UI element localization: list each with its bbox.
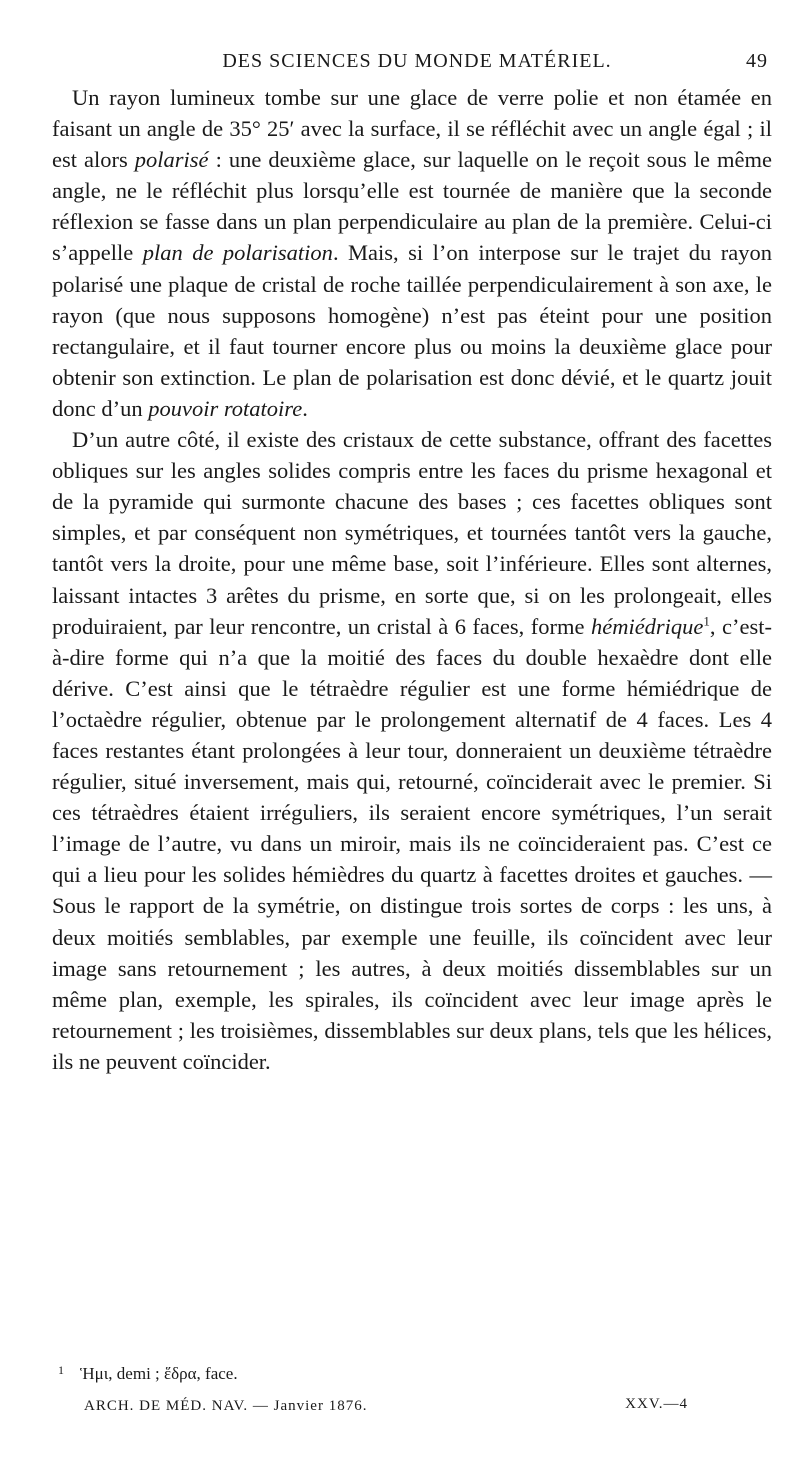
paragraph	[52, 82, 772, 424]
signature-mark: XXV.—4	[625, 1396, 688, 1412]
body-text	[52, 82, 772, 1077]
text-run: : une deuxième glace, sur laquelle on le reçoit sous le même angle, ne le réfléchit plus lorsqu’elle est tournée de manière que la seconde réflexion se fasse dans un plan perpendiculaire au plan de la première. Celui-ci s’appelle	[52, 147, 772, 266]
italic-term: polarisé	[134, 147, 209, 173]
footnote-reference: 1	[703, 613, 710, 629]
italic-term: hémiédrique	[590, 613, 704, 639]
italic-term: pouvoir rotatoire	[148, 395, 303, 421]
text-run: , c’est-à-dire forme qui n’a que la moitié des faces du double hexaèdre dont elle dérive. C’est ainsi que le tétraèdre régulier est une forme hémiédrique de l’octaèdre régulier, obtenue par le prolongement alternatif de 4 faces. Les 4 faces restantes étant prolongées à leur tour, donneraient un deuxième tétraèdre régulier, situé inversement, mais qui, retourné, coïnciderait avec le premier. Si ces tétraèdres étaient irréguliers, ils seraient encore symétriques, l’un serait l’image de l’autre, vu dans un miroir, mais ils ne coïncideraient pas. C’est ce qui a lieu pour les solides hémièdres du quartz à facettes droites et gauches. — Sous le rapport de la symétrie, on distingue trois sortes de corps : les uns, à deux moitiés semblables, par exemple une feuille, ils coïncident avec leur image sans retournement ; les autres, à deux moitiés dissemblables sur un même plan, exemple, les spirales, ils coïncident avec leur image après le retournement ; les troisièmes, dissemblables sur deux plans, tels que les hélices, ils ne peuvent coïncider.	[52, 613, 772, 1074]
paragraph	[52, 424, 772, 1077]
text-run: .	[302, 395, 308, 421]
signature-line	[52, 1391, 772, 1419]
italic-term: plan de polarisation	[142, 240, 333, 266]
footnotes	[52, 1363, 772, 1419]
text-run: Un rayon lumineux tombe sur une glace de verre polie et non étamée en faisant un angle de 35° 25′ avec la surface, il se réfléchit avec un angle égal ; il est alors	[52, 85, 772, 173]
text-run: . Mais, si l’on interpose sur le trajet du rayon polarisé une plaque de cristal de roche taillée perpendiculairement à son axe, le rayon (que nous supposons homogène) n’est pas éteint pour une position rectangulaire, et il faut tourner encore plus ou moins la deuxième glace pour obtenir son extinction. Le plan de polarisation est donc dévié, et le quartz jouit donc d’un	[52, 240, 772, 421]
running-title: DES SCIENCES DU MONDE MATÉRIEL.	[222, 50, 612, 72]
footnote-mark: 1	[58, 1363, 64, 1377]
running-head	[52, 50, 772, 82]
footnote-text: Ἡμι, demi ; ἕδρα, face.	[80, 1364, 238, 1383]
page-number: 49	[746, 50, 768, 72]
footnote	[52, 1363, 772, 1385]
text-run: D’un autre côté, il existe des cristaux de cette substance, offrant des facettes obliques sur les angles solides compris entre les faces du prisme hexagonal et de la pyramide qui surmonte chacune des bases ; ces facettes obliques sont simples, et par conséquent non symétriques, et tournées tantôt vers la gauche, tantôt vers la droite, pour une même base, soit l’inférieure. Elles sont alternes, laissant intactes 3 arêtes du prisme, en sorte que, si on les prolongeait, elles produiraient, par leur rencontre, un cristal à 6 faces, forme	[52, 427, 772, 639]
imprint: ARCH. DE MÉD. NAV. — Janvier 1876.	[84, 1398, 368, 1414]
